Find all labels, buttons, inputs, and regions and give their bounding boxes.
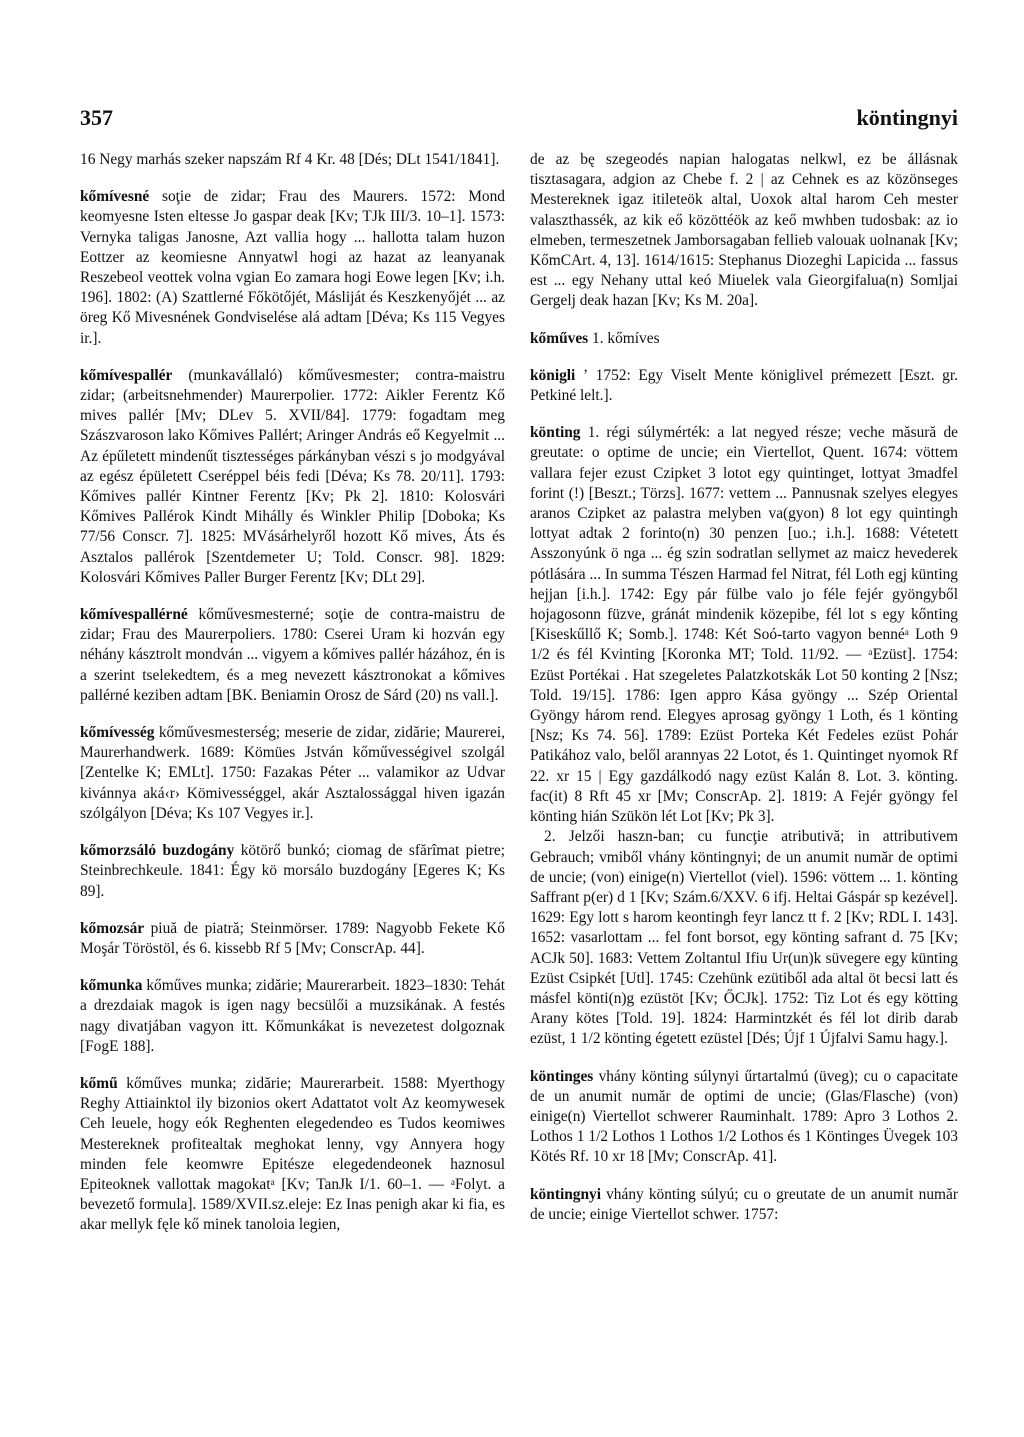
dictionary-entry (80, 976, 505, 1057)
page-number: 357 (80, 105, 113, 130)
entry-text: 1. kőmíves (592, 329, 660, 347)
headword: kőmunka (80, 977, 143, 995)
entry-continuation (80, 150, 505, 170)
dictionary-entry (530, 1185, 958, 1225)
entry-paragraph (530, 366, 958, 406)
dictionary-entry (80, 187, 505, 349)
entry-paragraph (80, 187, 505, 349)
entry-text: piuă de piatră; Steinmörser. 1789: Nagyobb Fekete Kő Moşár Töröstöl, és 6. kissebb Rf 5 [Mv; ConscrAp. 44]. (80, 919, 505, 957)
dictionary-entry (530, 366, 958, 406)
headword: königli (530, 366, 576, 384)
dictionary-entry (80, 919, 505, 959)
headword: köntinges (530, 1067, 594, 1085)
headword: kőmorzsáló buzdogány (80, 842, 235, 860)
entry-text: kőműves munka; zidărie; Maurerarbeit. 1823–1830: Tehát a drezdaiak magok is igen nagy becsülői a muzsikának. A festés nagy divatjában vagyon itt. Kőmunkákat is nevezetest dolgoznak [FogE 188]. (80, 977, 505, 1055)
entry-paragraph (530, 329, 958, 349)
left-column (80, 150, 505, 1253)
right-column (530, 150, 958, 1242)
entry-paragraph (530, 1067, 958, 1168)
entry-text: 2. Jelzői haszn-ban; cu funcţie atributivă; in attributivem Gebrauch; vmiből vhány köntingnyi; de un anumit număr de optimi de uncie; (von) einige(n) Viertellot (viel). 1596: vöttem ... 1. könting Saffrant p(er) d 1 [Kv; Szám.6/XXV. 6 ifj. Heltai Gáspár sp kezével]. 1629: Egy lott s harom keontingh feyr lancz tt f. 2 [Kv; RDL I. 143]. 1652: vasarlottam ... fel font borsot, egy könting safrant d. 75 [Kv; ACJk 50]. 1683: Vettem Zoltantul Ifiu Ur(un)k süvegere egy künting Ezüst Csipkét [Utl]. 1745: Czehünk ezütiből ada altal öt becsi latt és másfel könti(n)g ezüstöt [Kv; ŐCJk]. 1752: Tiz Lot és egy kötting Arany kötes [Told. 19]. 1824: Harmintzkét és fél lot dirib darab ezüst, 1 1/2 könting égetett ezüstel [Dés; Újf 1 Újfalvi Samu hagy.]. (530, 828, 958, 1048)
headword: könting (530, 424, 581, 442)
headword: köntingnyi (530, 1185, 602, 1203)
entry-paragraph (80, 1074, 505, 1236)
entry-paragraph (80, 150, 505, 170)
headword: kőmívesné (80, 188, 150, 206)
entry-text: kőművesmesterség; meserie de zidar, zidărie; Maurerei, Maurerhandwerk. 1689: Kömües Jstván kőművességivel szolgál [Zentelke K; EMLt]. 1750: Fazakas Péter ... valamikor az Udvar kivánnya aká‹r› Kömivességgel, akár Asztalossággal hiven igazán szólgályon [Déva; Ks 107 Vegyes ir.]. (80, 724, 506, 822)
headword: kőmozsár (80, 919, 145, 937)
entry-text: vhány könting súlyú; cu o greutate de un anumit număr de uncie; einige Viertellot schwer. 1757: (530, 1185, 958, 1223)
running-head: köntingnyi (856, 105, 958, 130)
entry-text: de az bę szegeodés napian halogatas nelkwl, ez be állásnak tisztasagara, adgion az Chebe f. 2 | az Cehnek es az közönseges Mestereknek igaz itileteök altal, Uoxok altal harom Ceh mester valaszthassék, az kik eő közöttéök az keő mwhben tudosbak: az io elmeben, termeszetnek Jamborsagaban fellieb valouak uolnanak [Kv; KőmCArt. 4, 13]. 1614/1615: Stephanus Diozeghi Lapicida ... fassus est ... egy Nehany uttal keó Miuelek vala Gieorgifalua(n) Somljai Gergelj deak hazan [Kv; Ks M. 20a]. (530, 151, 958, 310)
entry-paragraph (80, 366, 505, 588)
headword: kőműves (530, 329, 589, 347)
entry-text: 1. régi súlymérték: a lat negyed része; veche măsură de greutate: o optime de uncie; ein Viertellot, Quent. 1674: vöttem vallara fejer ezust Czipket 3 lotot egy quintinget, lottyat 3madfel forint (!) [Beszt.; Törzs]. 1677: vettem ... Pannusnak szelyes elegyes aranos Czipket az palastra melyben va(gyon) 8 lot egy quintingh lottyat adtak 2 forinto(n) 30 penzen [uo.; i.h.]. 1688: Vétetett Asszonyúnk ö nga ... ég szin sodratlan sellymet az maicz hevederek pótlására ... In summa Tészen Harmad fel Nitrat, fél Loth egj künting hejjan [i.h.]. 1742: Egy pár fülbe valo jo féle fejér gyöngyből hojagosonn füzve, gránát mindenik közepibe, fél lot s egy kőnting [Kiseskűllő K; Somb.]. 1748: Két Soó-tarto vagyon bennéᵃ Loth 9 1/2 és fél Kvinting [Koronka MT; Told. 11/92. — ᵃEzüst]. 1754: Ezüst Portékai . Hat szegeletes Palatzkotskák Lot 50 konting 2 [Nsz; Told. 19/15]. 1786: Igen appro Kása gyöngy ... Szép Oriental Gyöngy három rend. Elegyes aprosag gyöngy 1 Loth, és 1 könting [Nsz; Ks 74. 56]. 1789: Ezüst Porteka Két Fedeles ezüst Pohár Patikához valo, belől arannyas 22 Lotot, és 1. Quintinget nyomok Rf 22. xr 15 | Egy gazdálkodó nagy ezüst Kalán 8. Lot. 3. könting. fac(it) 8 Rft 45 xr [Mv; ConscrAp. 2]. 1819: A Fejér gyöngy fel könting hián Szükön lét Lot [Kv; Pk 3]. (530, 424, 958, 826)
dictionary-entry (80, 723, 505, 824)
headword: kőmívespallér (80, 366, 173, 384)
headword: kőmívespallérné (80, 606, 188, 624)
dictionary-entry (80, 841, 505, 902)
dictionary-entry (80, 366, 505, 588)
entry-text: (munkavállaló) kőművesmester; contra-maistru zidar; (arbeitsnehmender) Maurerpolier. 1772: Aikler Ferentz Kő mives pallér [Mv; DLev 5. XVII/84]. 1779: fogadtam meg Szászvaroson lako Kőmives Pallért; Aringer András eő Kegyelmit ... Az épűletett mindenűt tisztességes párkányban vészi s jo modgyával az egész épületett Cseréppel béis fedi [Déva; Ks 78. 20/11]. 1793: Kőmives pallér Kintner Ferentz [Kv; Pk 2]. 1810: Kolosvári Kőmives Pallérok Kindt Mihálly és Winkler Philip [Doboka; Ks 77/56 Conscr. 7]. 1825: MVásárhelyről hozott Kő mives, Áts és Asztalos pallérok [Szentdemeter U; Told. Conscr. 98]. 1829: Kolosvári Kőmives Paller Burger Ferentz [Kv; DLt 29]. (80, 366, 505, 586)
entry-paragraph (80, 919, 505, 959)
dictionary-entry (530, 423, 958, 1049)
entry-text: kőművesmesterné; soţie de contra-maistru de zidar; Frau des Maurerpoliers. 1780: Cserei Uram ki hozván egy néhány kásztrolt mondván ... vigyem a kőmives pallér házához, én is a szerint tselekedtem, és a meg nevezett kásztronokat a kőmives pallérné keziben adtam [BK. Beniamin Orosz de Sárd (20) ns vall.]. (80, 606, 506, 704)
dictionary-entry (80, 605, 505, 706)
entry-text: vhány könting súlynyi űrtartalmú (üveg); cu o capacitate de un anumit număr de optimi de uncie; (Glas/Flasche) (von) einige(n) Viertellot schwerer Rauminhalt. 1789: Apro 3 Lothos 2. Lothos 1 1/2 Lothos 1 Lothos 1/2 Lothos és 1 Köntinges Üvegek 103 Kötés Rf. 10 xr 18 [Mv; ConscrAp. 41]. (530, 1067, 958, 1166)
entry-text: soţie de zidar; Frau des Maurers. 1572: Mond keomyesne Isten eltesse Jo gaspar deak [Kv; TJk III/3. 10–1]. 1573: Vernyka taligas Janosne, Azt vallia hogy ... hallotta talam huzon Eottzer az keomiesne Annyatwl hogi az hazat az leanyanak Reszebeol veottek volna vgian Eo zamara hogi Eowe legen [Kv; i.h. 196]. 1802: (A) Szattlerné Főkötőjét, Másliját és Keszkenyőjét ... az öreg Kő Mivesnének Gondviselése alá adtam [Déva; Ks 115 Vegyes ir.]. (80, 188, 505, 347)
headword: kőmű (80, 1074, 118, 1092)
entry-text: ʼ 1752: Egy Viselt Mente königlivel prémezett [Eszt. gr. Petkiné lelt.]. (530, 366, 958, 405)
entry-text: kőműves munka; zidărie; Maurerarbeit. 1588: Myerthogy Reghy Attiainktol ily bizonios okert Adattatot volt Az keomywesek Ceh leuele, hogy eók Reghenten elegedendeo es Tudos keomiwes Mestereknek profitealtak meghokat lenny, vgy Annyera hogy minden fele keomwre Epitésze elegedendeonek haznosul Epiteoknek vallottak magokatᵃ [Kv; TanJk I/1. 60–1. — ᵃFolyt. a bevezető formula]. 1589/XVII.sz.eleje: Ez Inas penigh akar ki fia, es akar mellyk fęle kő minek tanoloia legien, (80, 1074, 505, 1234)
entry-paragraph (80, 976, 505, 1057)
entry-paragraph (530, 150, 958, 312)
entry-text: kötörő bunkó; ciomag de sfărîmat pietre; Steinbrechkeule. 1841: Égy kö morsálo buzdogány [Egeres K; Ks 89]. (80, 842, 505, 900)
entry-paragraph (80, 605, 505, 706)
entry-paragraph (530, 1185, 958, 1225)
dictionary-entry (80, 1074, 505, 1236)
entry-paragraph (80, 723, 505, 824)
headword: kőmívesség (80, 724, 155, 742)
entry-paragraph (530, 423, 958, 827)
dictionary-entry (530, 329, 958, 349)
entry-continuation (530, 150, 958, 312)
entry-text: 16 Negy marhás szeker napszám Rf 4 Kr. 48 [Dés; DLt 1541/1841]. (80, 151, 500, 168)
entry-paragraph (80, 841, 505, 902)
dictionary-entry (530, 1067, 958, 1168)
entry-paragraph (530, 827, 958, 1049)
